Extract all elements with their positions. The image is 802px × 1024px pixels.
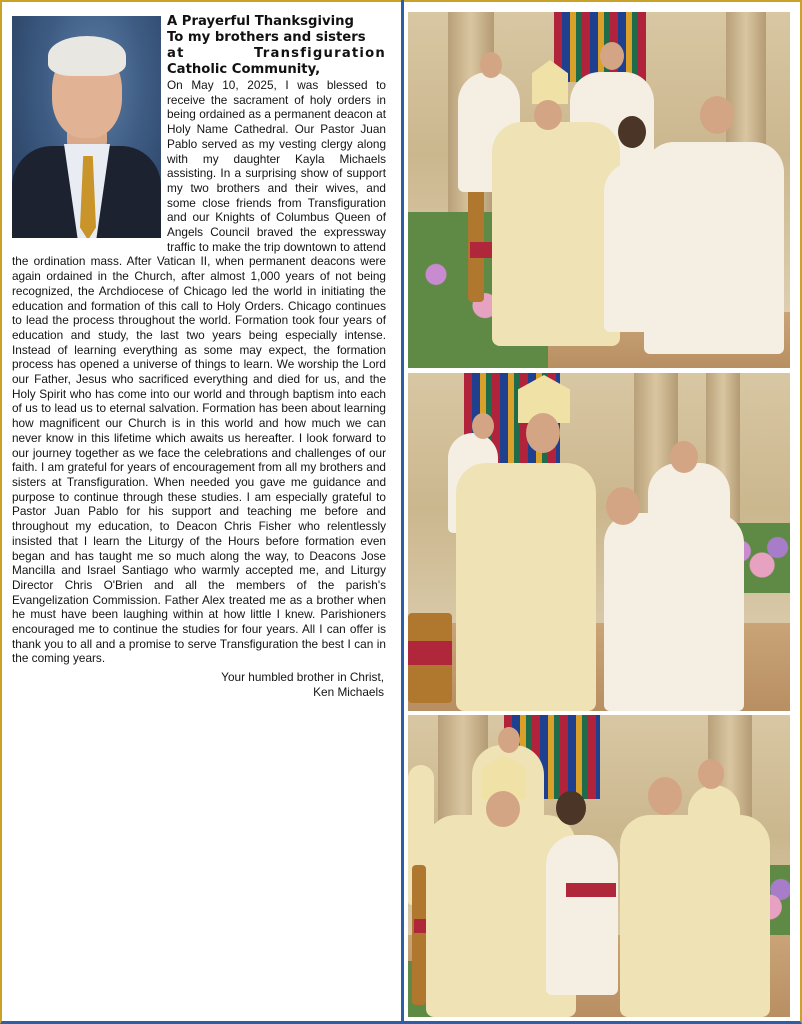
letter-heading-line2: To my brothers and sisters (167, 30, 366, 45)
letter-heading-line4: Catholic Community, (167, 62, 321, 77)
ordination-photo-3 (408, 715, 790, 1017)
letter-heading-line1: A Prayerful Thanksgiving (167, 14, 354, 29)
letter-heading-line3: at Transfiguration (167, 46, 386, 61)
column-divider (401, 0, 404, 1024)
ordination-photo-1 (408, 12, 790, 368)
letter-signature: Ken Michaels (313, 685, 384, 700)
letter-column (12, 14, 386, 1014)
author-portrait (12, 16, 161, 238)
letter-body: On May 10, 2025, I was blessed to receive the sacrament of holy orders in being ordained as a permanent deacon at Holy Name Cathedral. Our Pastor Juan Pablo served as my vesting clergy along with my daughter Kayla Michaels assisting. In a surprising show of support my two brothers and their wives, and some close friends from Transfiguration and our Knights of Columbus Queen of Angels Council braved the expressway traffic to make the trip downtown to attend the ordination mass. After Vatican II, when permanent deacons were again ordained in the Church, after almost 1,000 years of not being recognized, the Archdiocese of Chicago led the world in initiating the education and formation of this call to Holy Orders. Chicago continues to lead the process throughout the world. Formation took four years of education and study, the last two years being especially intense. Instead of learning everything as some may expect, the formation process has opened a universe of things to learn. We worship the Lord our Father, Jesus who sacrificed everything and died for us, and the Holy Spirit who has come into our world and through baptism into each of us to lead us to eternal salvation. Formation has been about learning how magnificent our Church is in this world and how much we can never know in this lifetime which awaits us hereafter. I look forward to our journey together as we face the celebrations and challenges of our faith. I am grateful for years of encouragement from all my brothers and sisters at Transfiguration. When needed you gave me guidance and purpose to continue through these studies. I am especially grateful to Pastor Juan Pablo for his support and teaching me before and throughout my education, to Deacon Chris Fisher who relentlessly insisted that I learn the Liturgy of the Hours before formation even began and has taught me so much along the way, to Deacons Jose Mancilla and Israel Santiago who warmly accepted me, and Liturgy Director Chris O'Brien and all the members of the parish's Evangelization Commission. Father Alex treated me as a brother when he must have been laughing within at how little I knew. Parishioners encouraged me to continue the studies for four years. All I can offer is thank you to all and a promise to serve Transfiguration the best I can in the coming years. (12, 78, 386, 666)
letter-closing: Your humbled brother in Christ, (221, 670, 384, 685)
ordination-photo-2 (408, 373, 790, 711)
letter-signoff (12, 670, 386, 700)
